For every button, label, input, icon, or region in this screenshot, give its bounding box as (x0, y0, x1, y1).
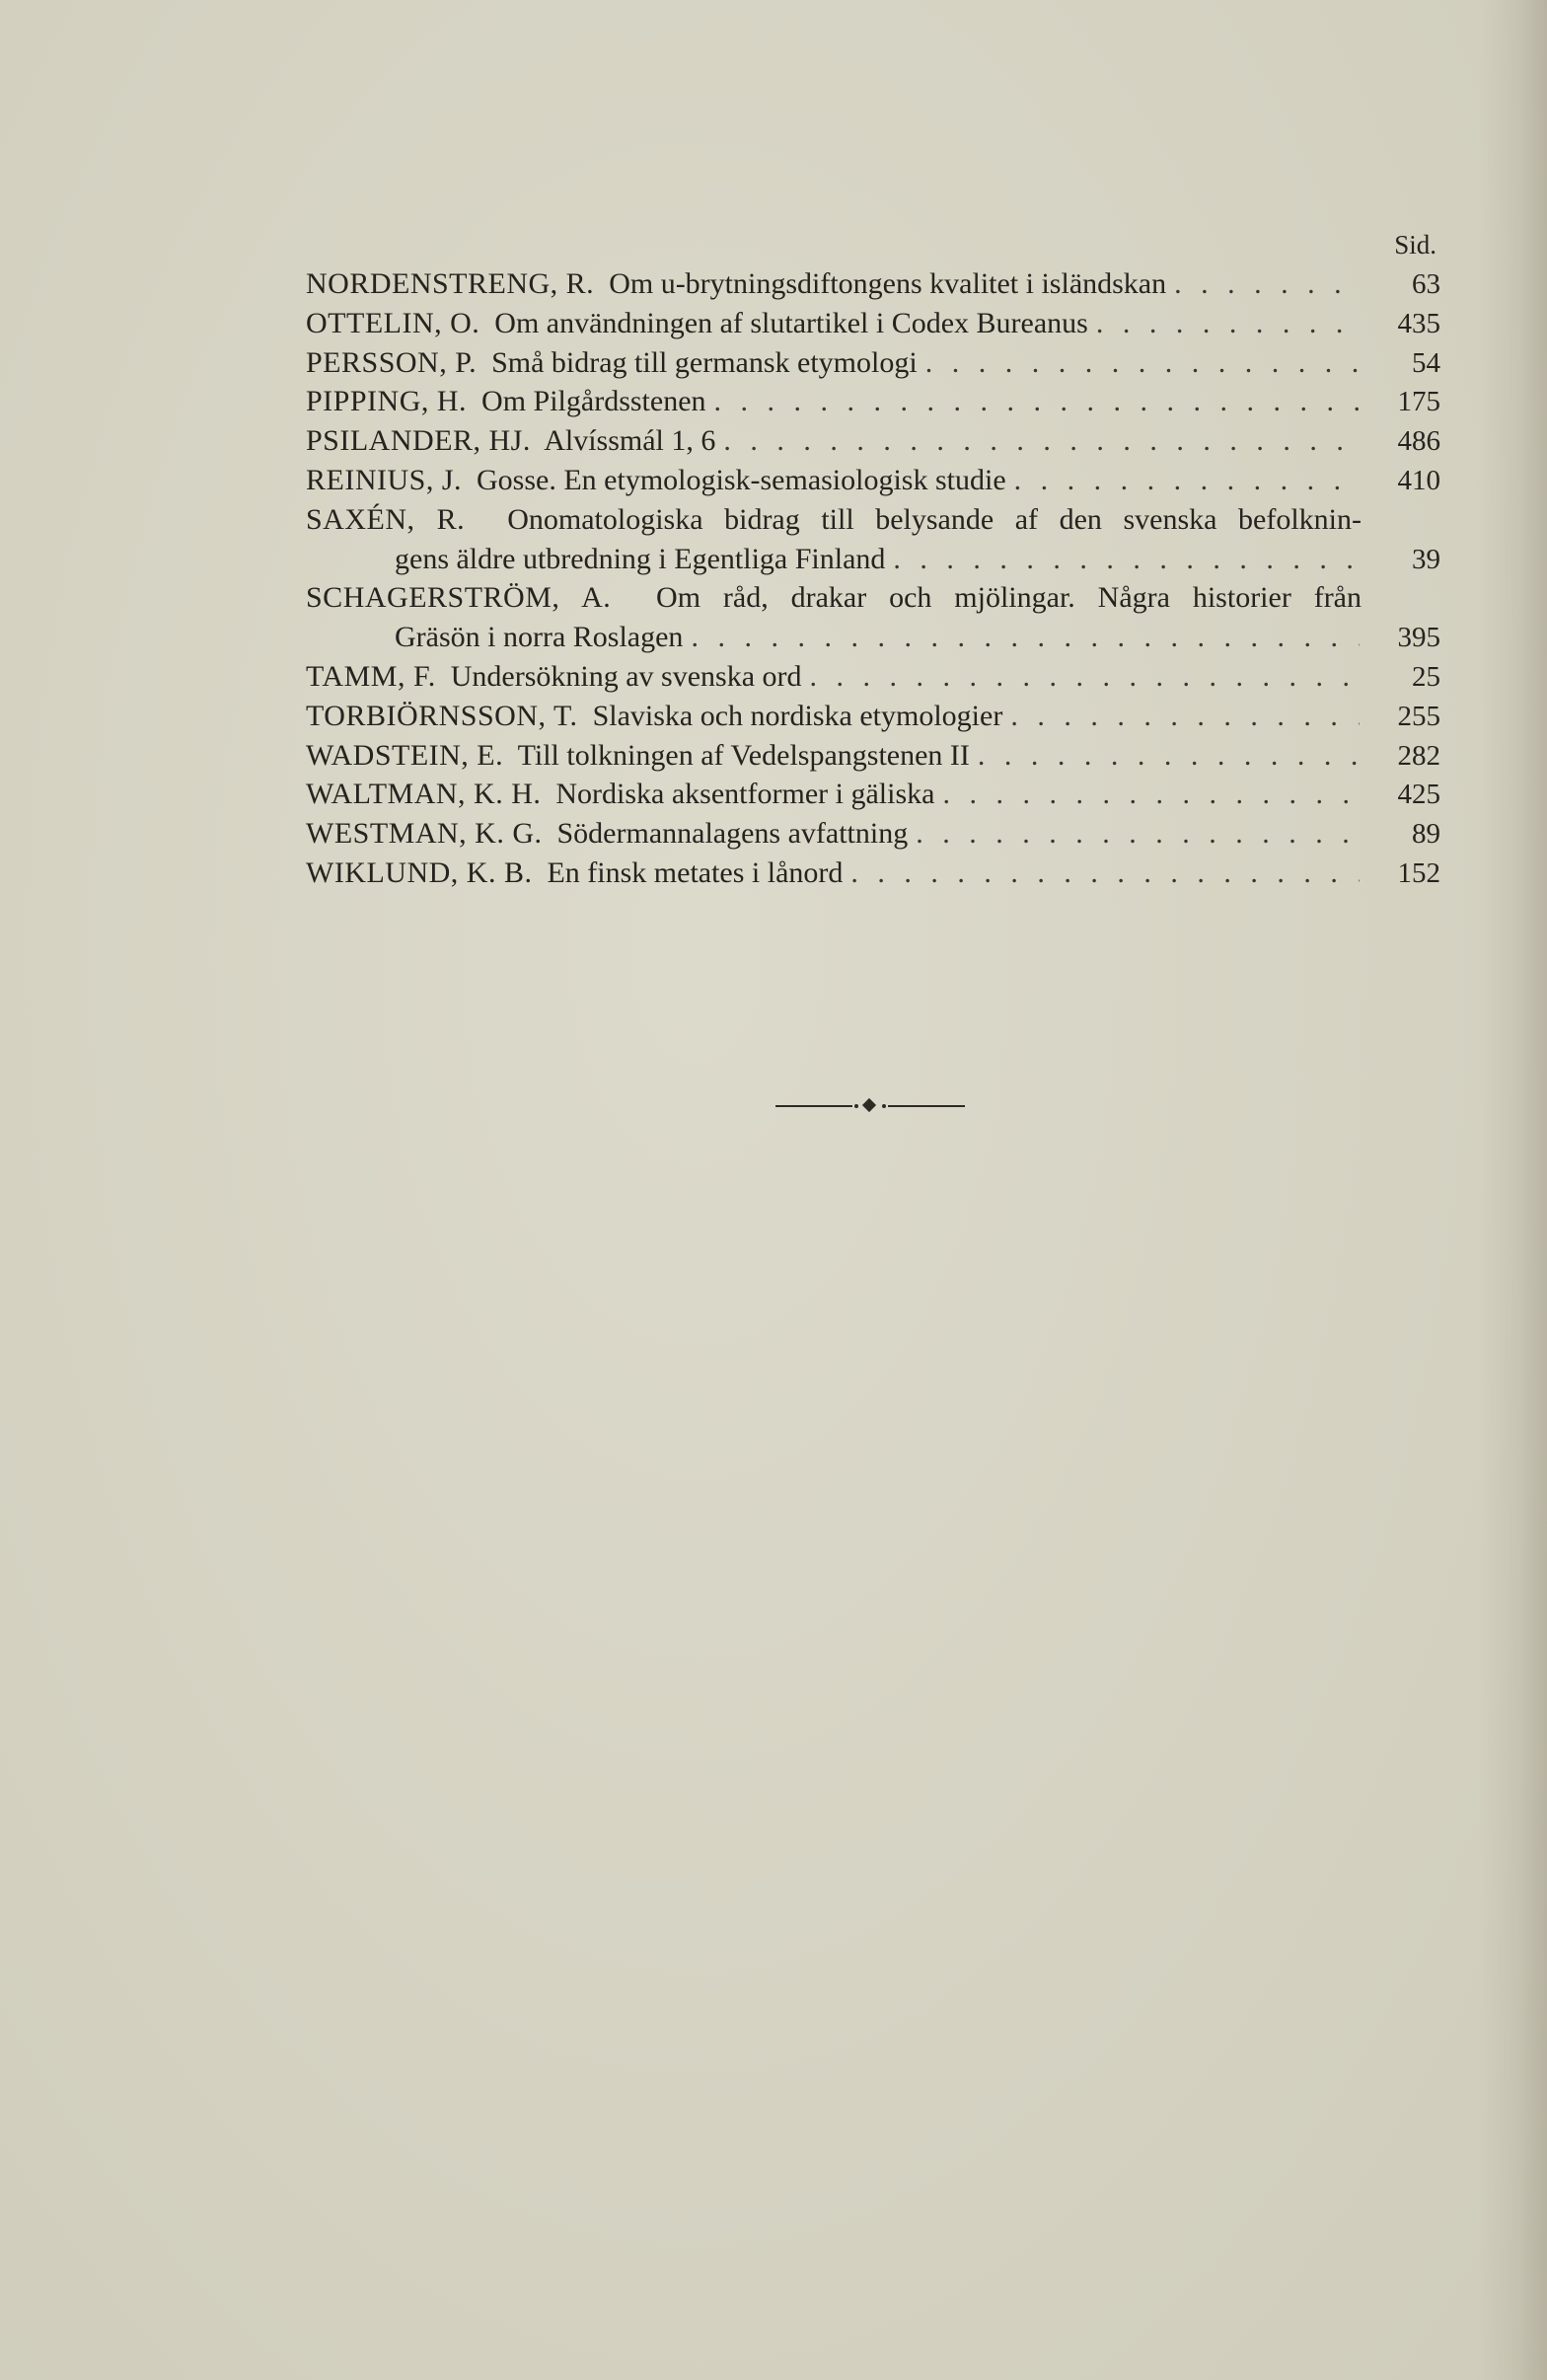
divider-dot-left (854, 1104, 858, 1108)
divider-dot-right (882, 1104, 886, 1108)
entry-author: REINIUS, J. (306, 463, 463, 496)
toc-entry (306, 814, 1440, 854)
dot-leader (1174, 264, 1360, 304)
entry-page-number: 255 (1397, 700, 1440, 732)
entry-page-number: 282 (1397, 739, 1440, 772)
entry-author: OTTELIN, O. (306, 306, 480, 339)
entry-author: WALTMAN, K. H. (306, 778, 542, 811)
dot-leader (810, 657, 1360, 697)
entry-author: WESTMAN, K. G. (306, 817, 543, 851)
entry-page-number: 425 (1397, 779, 1440, 811)
toc-entry (306, 264, 1440, 304)
dot-leader (691, 618, 1360, 657)
toc-entry (306, 775, 1440, 814)
entry-author: TORBIÖRNSSON, T. (306, 699, 578, 732)
entry-title-continued: gens äldre utbredning i Egentliga Finland (395, 542, 886, 575)
page-column-header: Sid. (1394, 230, 1436, 260)
entry-title: Om råd, drakar och mjölingar. Några historier från (656, 581, 1362, 615)
dot-leader (723, 421, 1360, 461)
entry-title: Slaviska och nordiska etymologier (592, 699, 1003, 732)
toc-entry-continuation (306, 618, 1440, 657)
toc-entry (306, 697, 1440, 736)
dot-leader (850, 854, 1360, 893)
entry-author: WADSTEIN, E. (306, 738, 504, 772)
toc-entry (306, 578, 1440, 618)
page-spine-shadow (1478, 0, 1547, 2380)
entry-title: Gosse. En etymologisk-semasiologisk studie (477, 463, 1006, 496)
divider-rule-left (775, 1105, 852, 1107)
dot-leader (1014, 461, 1360, 500)
entry-title: Undersökning av svenska ord (450, 659, 802, 693)
entry-page-number: 395 (1397, 622, 1440, 654)
entry-title: Alvíssmál 1, 6 (544, 424, 716, 458)
toc-entry (306, 657, 1440, 697)
entry-page-number: 410 (1397, 464, 1440, 496)
toc-entry (306, 382, 1440, 421)
entry-title: Till tolkningen af Vedelspangstenen II (517, 738, 970, 772)
dot-leader (916, 814, 1360, 854)
entry-author: NORDENSTRENG, R. (306, 267, 595, 300)
divider-rule-right (888, 1105, 965, 1107)
dot-leader (714, 382, 1360, 421)
entry-title: Södermannalagens avfattning (556, 817, 909, 851)
toc-entry (306, 854, 1440, 893)
entry-page-number: 25 (1412, 660, 1440, 693)
toc-entry (306, 736, 1440, 776)
table-of-contents (306, 225, 1440, 893)
entry-title-continued: Gräsön i norra Roslagen (395, 621, 684, 654)
entry-page-number: 39 (1412, 543, 1440, 575)
dot-leader (1096, 304, 1360, 343)
entry-author: SCHAGERSTRÖM, A. (306, 581, 612, 615)
entry-page-number: 486 (1397, 425, 1440, 458)
dot-leader (925, 343, 1360, 383)
entry-author: PERSSON, P. (306, 345, 478, 379)
entry-page-number: 175 (1397, 386, 1440, 418)
entry-page-number: 63 (1412, 268, 1440, 300)
entry-author: WIKLUND, K. B. (306, 855, 533, 889)
entry-page-number: 89 (1412, 818, 1440, 851)
entry-title: Om Pilgårdsstenen (481, 385, 706, 418)
dot-leader (942, 775, 1360, 814)
entry-page-number: 54 (1412, 346, 1440, 379)
entry-title: En finsk metates i lånord (547, 855, 844, 889)
divider-diamond-icon (862, 1098, 876, 1112)
entry-title: Små bidrag till germansk etymologi (491, 345, 918, 379)
entry-title: Onomatologiska bidrag till belysande af den svenska befolknin- (507, 502, 1363, 536)
toc-entry (306, 343, 1440, 383)
decorative-divider-ornament (775, 1099, 965, 1113)
toc-entry (306, 500, 1440, 540)
entry-author: SAXÉN, R. (306, 502, 466, 536)
entry-title: Om användningen af slutartikel i Codex Bureanus (494, 306, 1088, 339)
toc-entry (306, 304, 1440, 343)
dot-leader (978, 736, 1360, 776)
entry-page-number: 152 (1397, 856, 1440, 889)
toc-entry (306, 461, 1440, 500)
entry-title: Om u-brytningsdiftongens kvalitet i isländskan (609, 267, 1167, 300)
dot-leader (1010, 697, 1360, 736)
toc-entry-continuation (306, 540, 1440, 579)
entry-author: TAMM, F. (306, 659, 436, 693)
toc-entry (306, 421, 1440, 461)
entry-author: PSILANDER, HJ. (306, 424, 531, 458)
entry-page-number: 435 (1397, 307, 1440, 339)
entry-title: Nordiska aksentformer i gäliska (555, 778, 935, 811)
dot-leader (893, 540, 1360, 579)
entry-author: PIPPING, H. (306, 385, 468, 418)
